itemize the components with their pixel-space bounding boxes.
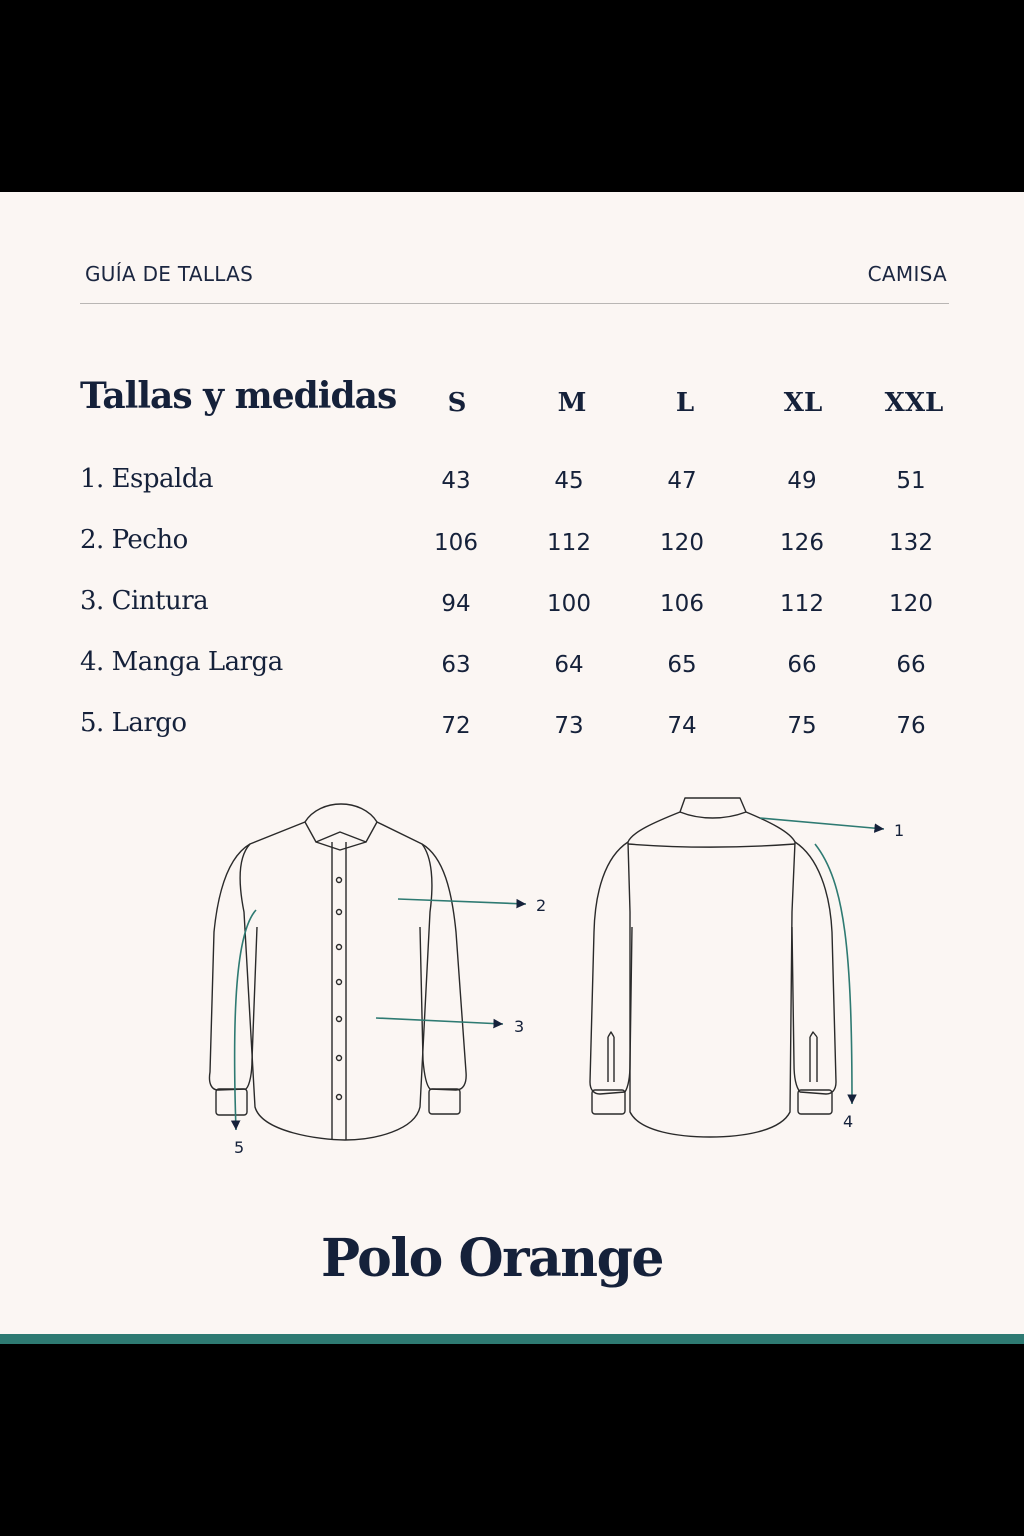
size-header-l: L <box>675 388 695 418</box>
table-cell: 75 <box>787 713 817 739</box>
table-cell: 74 <box>667 713 697 739</box>
shirt-diagrams <box>0 192 1024 1334</box>
size-header-s: S <box>447 388 467 418</box>
table-cell: 72 <box>441 713 471 739</box>
table-cell: 51 <box>896 468 926 494</box>
row-label-pecho: 2. Pecho <box>80 525 188 555</box>
guide-title: GUÍA DE TALLAS <box>85 262 254 286</box>
table-cell: 43 <box>441 468 471 494</box>
table-cell: 100 <box>547 591 591 617</box>
callout-4: 4 <box>843 1112 854 1131</box>
row-label-cintura: 3. Cintura <box>80 586 209 616</box>
table-cell: 49 <box>787 468 817 494</box>
shirt-front-icon <box>209 804 466 1140</box>
table-cell: 112 <box>780 591 824 617</box>
table-cell: 65 <box>667 652 697 678</box>
callout-2: 2 <box>536 896 547 915</box>
table-cell: 106 <box>660 591 704 617</box>
table-cell: 120 <box>660 530 704 556</box>
callout-3: 3 <box>514 1017 525 1036</box>
table-cell: 76 <box>896 713 926 739</box>
table-cell: 66 <box>896 652 926 678</box>
table-cell: 94 <box>441 591 471 617</box>
table-cell: 45 <box>554 468 584 494</box>
size-guide-card <box>0 192 1024 1334</box>
size-header-m: M <box>557 388 587 418</box>
table-cell: 73 <box>554 713 584 739</box>
table-cell: 63 <box>441 652 471 678</box>
row-label-manga-larga: 4. Manga Larga <box>80 647 283 677</box>
table-cell: 112 <box>547 530 591 556</box>
garment-type: CAMISA <box>867 262 947 286</box>
row-label-espalda: 1. Espalda <box>80 464 213 494</box>
size-header-xl: XL <box>783 388 823 418</box>
shirt-back-icon <box>590 798 836 1137</box>
callout-1: 1 <box>894 821 905 840</box>
size-header-xxl: XXL <box>884 388 944 418</box>
row-label-largo: 5. Largo <box>80 708 187 738</box>
callout-5: 5 <box>234 1138 245 1157</box>
table-cell: 132 <box>889 530 933 556</box>
table-cell: 106 <box>434 530 478 556</box>
table-title: Tallas y medidas <box>80 375 397 417</box>
table-cell: 66 <box>787 652 817 678</box>
table-cell: 64 <box>554 652 584 678</box>
table-cell: 47 <box>667 468 697 494</box>
table-cell: 120 <box>889 591 933 617</box>
table-cell: 126 <box>780 530 824 556</box>
brand-logo: Polo Orange <box>320 1228 664 1289</box>
accent-bar <box>0 1334 1024 1344</box>
